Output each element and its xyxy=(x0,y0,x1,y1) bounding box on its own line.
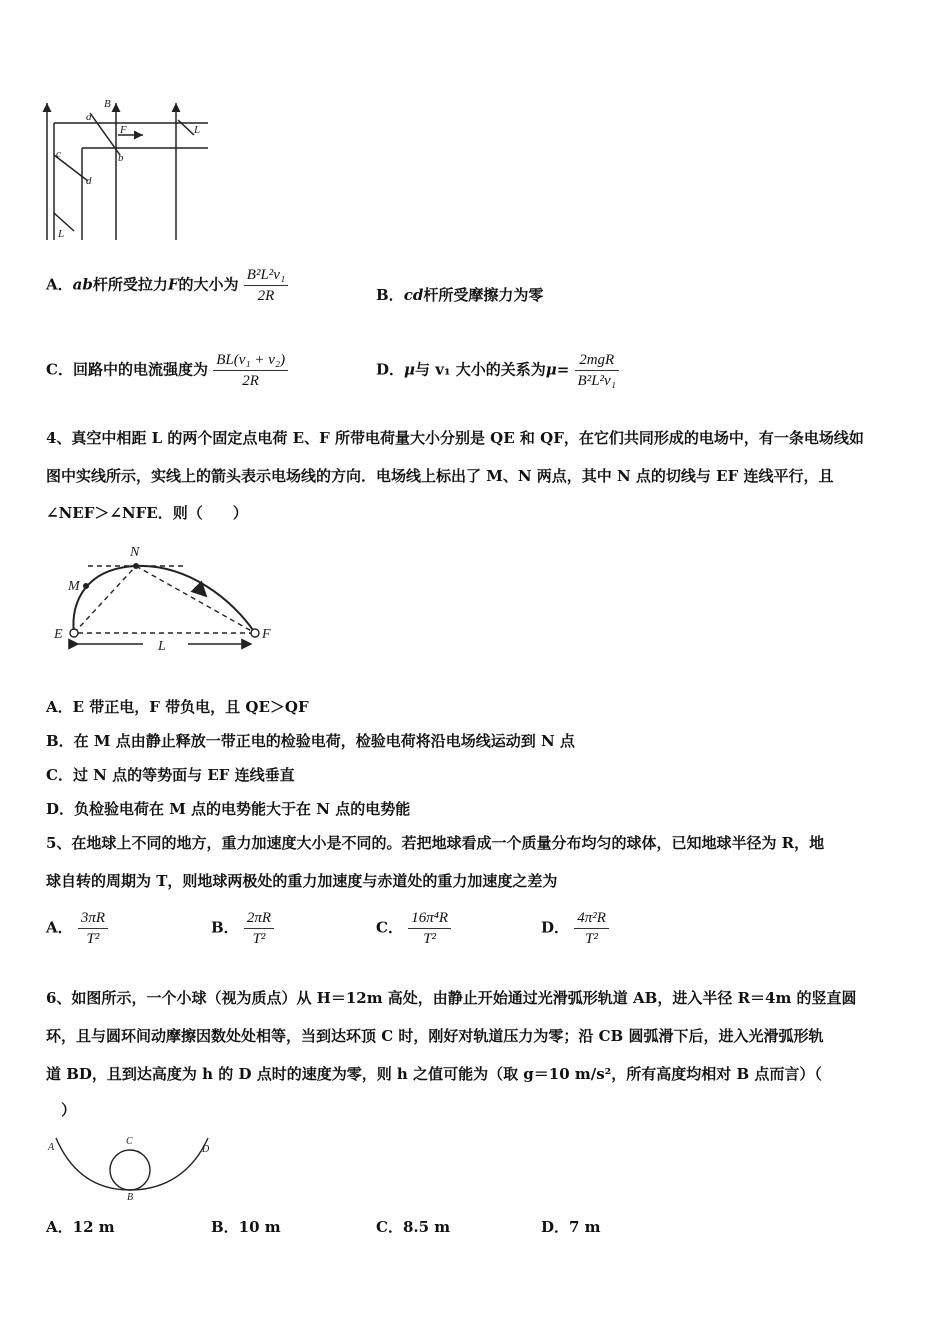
fig3-label-C: C xyxy=(126,1136,133,1147)
q3-a-fraction: $\frac{\text{B²L²v₁}}{2R}$ xyxy=(244,265,288,306)
q5-b-fraction: $\frac{2\pi R}{\text{T²}}$ xyxy=(244,908,274,949)
q3-option-a[interactable]: A．ab杆所受拉力F的大小为 $\frac{\text{B²L²v₁}}{2R}$ xyxy=(46,265,288,306)
q5-line-2: 球自转的周期为 T，则地球两极处的重力加速度与赤道处的重力加速度之差为 xyxy=(46,872,558,890)
fig1-label-L: L xyxy=(194,124,201,136)
q5-d-fraction: $\frac{\text{4π²R}}{\text{T²}}$ xyxy=(574,908,609,949)
fig2-label-N: N xyxy=(130,545,140,560)
q4-option-c[interactable]: C．过 N 点的等势面与 EF 连线垂直 xyxy=(46,766,295,784)
q6-option-b[interactable]: B．10 m xyxy=(211,1218,281,1236)
fig1-label-F: F xyxy=(120,124,127,136)
q6-line-4: ） xyxy=(46,1101,77,1119)
fig2-label-M: M xyxy=(68,579,80,594)
q6-option-c[interactable]: C．8.5 m xyxy=(376,1218,451,1236)
fig1-label-B: B xyxy=(104,98,111,110)
fig1-label-b: b xyxy=(118,152,124,164)
q3-option-b[interactable]: B．cd杆所受摩擦力为零 xyxy=(376,286,544,304)
q6-option-a[interactable]: A．12 m xyxy=(46,1218,115,1236)
q4-line-3: ∠NEF＞∠NFE．则（ ） xyxy=(46,504,248,522)
q6-line-1: 6、如图所示，一个小球（视为质点）从 H＝12m 高处，由静止开始通过光滑弧形轨道 AB，进入半径 R＝4m 的竖直圆 xyxy=(46,989,857,1007)
q5-line-1: 5、在地球上不同的地方，重力加速度大小是不同的。若把地球看成一个质量分布均匀的球体，已知地球半径为 R，地 xyxy=(46,834,825,852)
q5-a-fraction: $\frac{3\pi R}{\text{T²}}$ xyxy=(78,908,108,949)
loop-track-figure xyxy=(44,1130,224,1202)
q4-option-a[interactable]: A．E 带正电，F 带负电，且 QE＞QF xyxy=(46,698,309,716)
q5-c-fraction: $\frac{\text{16π⁴R}}{\text{T²}}$ xyxy=(408,908,451,949)
field-line-figure xyxy=(48,540,278,660)
q4-line-2: 图中实线所示，实线上的箭头表示电场线的方向．电场线上标出了 M、N 两点，其中 N 点的切线与 EF 连线平行，且 xyxy=(46,467,834,485)
q3-option-d[interactable]: D．μ与 v₁ 大小的关系为μ= $\frac{\text{2mgR}}{\text{B²L²v₁}}$ xyxy=(376,350,619,391)
fig3-label-A: A xyxy=(48,1142,55,1153)
q5-option-d[interactable]: D． $\frac{\text{4π²R}}{\text{T²}}$ xyxy=(541,908,609,949)
fig1-label-a: a xyxy=(86,111,92,123)
q4-line-1: 4、真空中相距 L 的两个固定点电荷 E、F 所带电荷量大小分别是 QE 和 QF，在它们共同形成的电场中，有一条电场线如 xyxy=(46,429,864,447)
q3-d-fraction: $\frac{\text{2mgR}}{\text{B²L²v₁}}$ xyxy=(575,350,619,391)
fig3-label-D: D xyxy=(202,1144,210,1155)
fig2-label-E: E xyxy=(54,627,63,642)
q5-option-b[interactable]: B． $\frac{2\pi R}{\text{T²}}$ xyxy=(211,908,274,949)
q6-line-2: 环，且与圆环间动摩擦因数处处相等，当到达环顶 C 时，刚好对轨道压力为零；沿 CB 圆弧滑下后，进入光滑弧形轨 xyxy=(46,1027,824,1045)
fig1-label-L2: L xyxy=(58,228,65,240)
fig2-label-L: L xyxy=(158,639,166,654)
q3-c-fraction: $\frac{\text{BL(v₁ + v₂)}}{2R}$ xyxy=(213,350,288,391)
q6-option-d[interactable]: D．7 m xyxy=(541,1218,601,1236)
fig1-label-c: c xyxy=(56,148,61,160)
rails-figure xyxy=(38,95,218,245)
q4-option-b[interactable]: B．在 M 点由静止释放一带正电的检验电荷，检验电荷将沿电场线运动到 N 点 xyxy=(46,732,575,750)
q3-option-c[interactable]: C．回路中的电流强度为 $\frac{\text{BL(v₁ + v₂)}}{2R}$ xyxy=(46,350,288,391)
fig3-label-B: B xyxy=(127,1192,134,1202)
q6-line-3: 道 BD，且到达高度为 h 的 D 点时的速度为零，则 h 之值可能为（取 g＝10 m/s²，所有高度均相对 B 点而言）（ xyxy=(46,1065,822,1083)
q5-option-c[interactable]: C． $\frac{\text{16π⁴R}}{\text{T²}}$ xyxy=(376,908,451,949)
q4-option-d[interactable]: D．负检验电荷在 M 点的电势能大于在 N 点的电势能 xyxy=(46,800,411,818)
q5-option-a[interactable]: A． $\frac{3\pi R}{\text{T²}}$ xyxy=(46,908,108,949)
fig2-label-F: F xyxy=(262,627,271,642)
fig1-label-d: d xyxy=(86,175,92,187)
